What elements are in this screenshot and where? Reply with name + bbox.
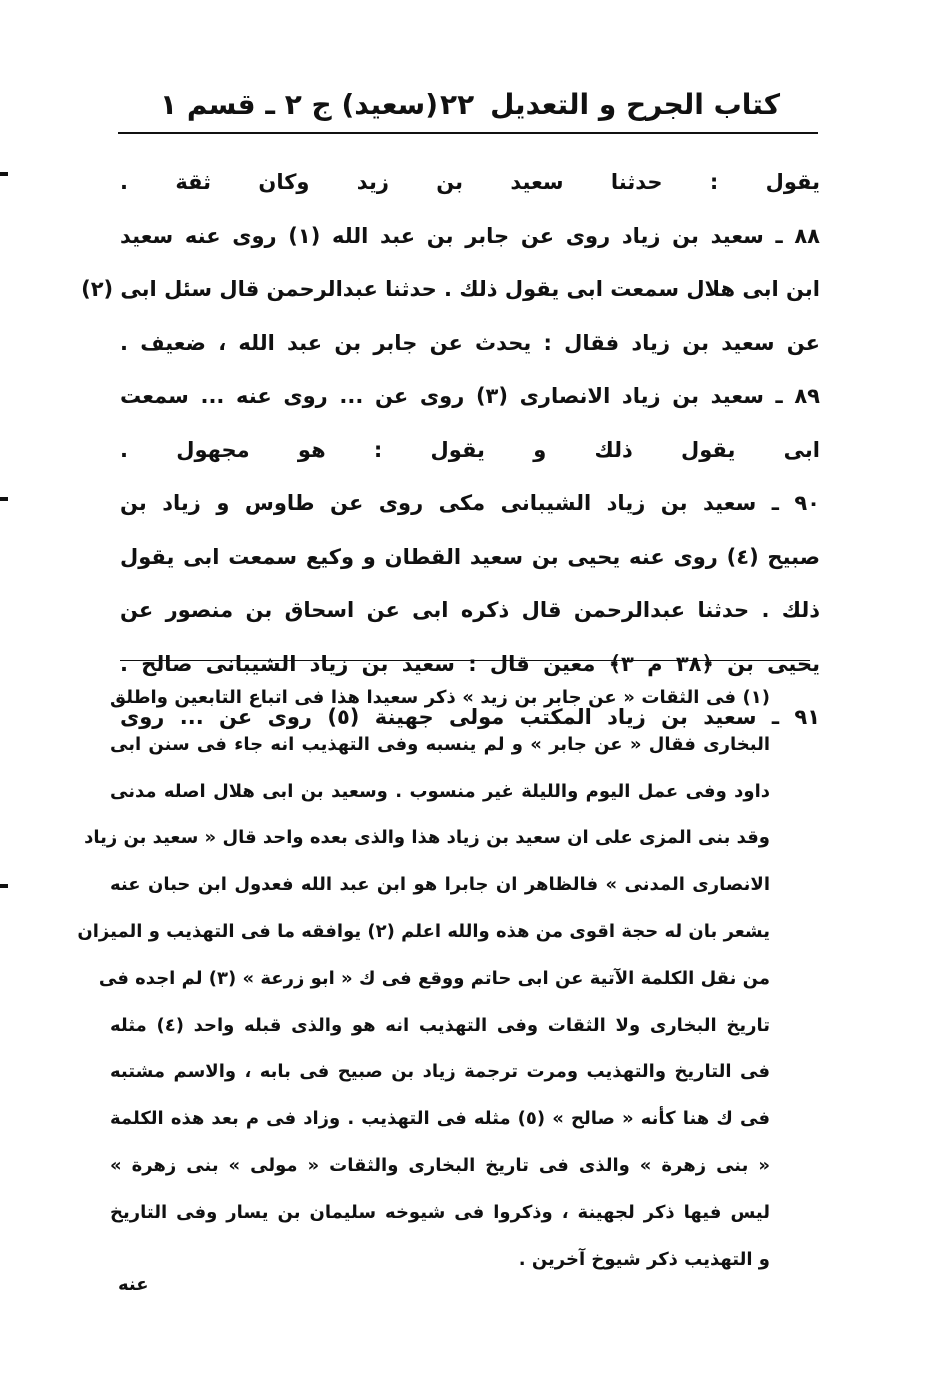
section-info: (سعيد) ج ٢ ـ قسم ١	[160, 88, 439, 121]
text-line: عن سعيد بن زياد فقال : يحدث عن جابر بن عبد الله ، ضعيف .	[120, 330, 820, 355]
running-header	[120, 82, 800, 132]
margin-mark	[0, 497, 8, 501]
footnote-line: البخارى فقال « عن جابر » و لم ينسبه وفى التهذيب انه جاء فى سنن ابى	[110, 733, 770, 755]
text-line: صبيح (٤) روى عنه يحيى بن سعيد القطان و وكيع سمعت ابى يقول	[120, 544, 821, 569]
text-line: ابن ابى هلال سمعت ابى يقول ذلك . حدثنا عبدالرحمن قال سئل ابى (٢)	[81, 277, 820, 301]
text-line: ٨٨ ـ سعيد بن زياد روى عن جابر بن عبد الله (١) روى عنه سعيد	[120, 223, 820, 248]
margin-mark	[0, 172, 8, 176]
text-line: يقول : حدثنا سعيد بن زيد وكان ثقة .	[120, 170, 820, 194]
footnote-line: داود وفى عمل اليوم والليلة غير منسوب . وسعيد بن ابى هلال اصله مدنى	[110, 780, 770, 802]
catchword: عنه	[118, 1274, 149, 1295]
footnote-line: تاريخ البخارى ولا الثقات وفى التهذيب انه هو والذى قبله واحد (٤) مثله	[110, 1014, 770, 1036]
footnote-line: ليس فيها ذكر لجهينة ، وذكروا فى شيوخه سليمان بن يسار وفى التاريخ	[110, 1201, 770, 1223]
book-title: كتاب الجرح و التعديل	[490, 88, 780, 121]
text-line: ذلك . حدثنا عبدالرحمن قال ذكره ابى عن اسحاق بن منصور عن	[120, 598, 820, 622]
footnote-line: و التهذيب ذكر شيوخ آخرين .	[518, 1248, 770, 1270]
footnote-line: وقد بنى المزى على ان سعيد بن زياد هذا والذى بعده واحد قال « سعيد بن زياد	[84, 827, 770, 849]
text-line: ابى يقول ذلك و يقول : هو مجهول .	[120, 437, 820, 462]
footnote-line: (١) فى الثقات « عن جابر بن زيد » ذكر سعيدا هذا فى اتباع التابعين واطلق	[110, 687, 770, 708]
header-rule	[118, 132, 818, 134]
margin-mark	[0, 884, 8, 888]
footnote-line: من نقل الكلمة الآتية عن ابى حاتم ووقع فى ك « ابو زرعة » (٣) لم اجده فى	[98, 967, 770, 989]
footnotes	[77, 678, 770, 1286]
footnote-line: فى ك هنا كأنه « صالح » (٥) مثله فى التهذيب . وزاد فى م بعد هذه الكلمة	[110, 1108, 770, 1130]
text-line: ٨٩ ـ سعيد بن زياد الانصارى (٣) روى عن ... روى عنه ... سمعت	[120, 384, 820, 408]
text-line: يحيى بن ﴿٣٨ م ٣﴾ معين قال : سعيد بن زياد الشيبانى صالح .	[120, 651, 820, 676]
footnote-line: « بنى زهرة » والذى فى تاريخ البخارى والثقات « مولى » بنى زهرة »	[110, 1154, 770, 1176]
footnote-line: فى التاريخ والتهذيب ومرت ترجمة زياد بن صبيح فى بابه ، والاسم مشتبه	[110, 1061, 770, 1083]
page-number: ٢٢	[440, 88, 475, 121]
footnote-line: يشعر بان له حجة اقوى من هذه والله اعلم (٢) يوافقه ما فى التهذيب و الميزان	[77, 920, 770, 942]
footnote-separator	[120, 660, 810, 661]
text-line: ٩١ ـ سعيد بن زياد المكتب مولى جهينة (٥) روى عن ... روى	[120, 705, 821, 729]
text-line: ٩٠ ـ سعيد بن زياد الشيبانى مكى روى عن طاوس و زياد بن	[120, 491, 820, 515]
footnote-line: الانصارى المدنى » فالظاهر ان جابرا هو ابن عبد الله فعدول ابن حبان عنه	[110, 874, 770, 896]
